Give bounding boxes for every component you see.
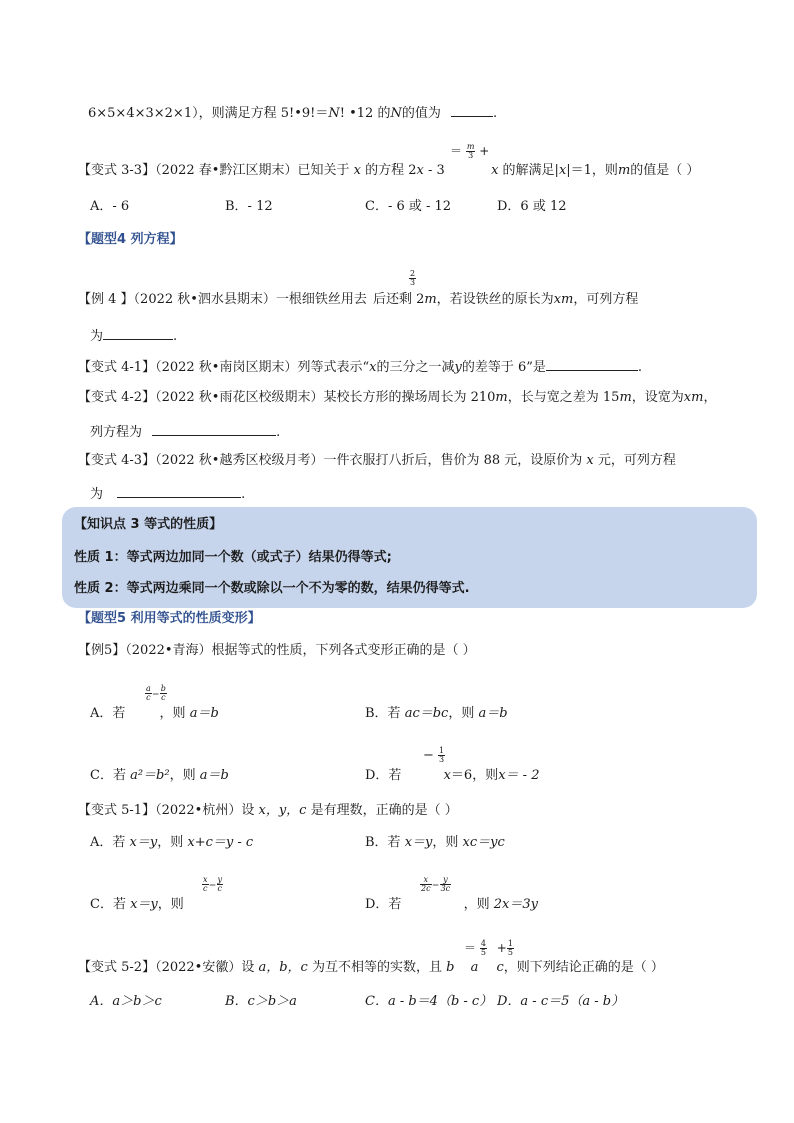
q52-frac-1 <box>480 940 487 957</box>
q51-d-f2-num: y <box>440 876 452 885</box>
q41-x: x <box>369 360 377 375</box>
var-n: N <box>328 106 340 121</box>
ex5-d-raised <box>423 747 445 764</box>
q42-text-b: ，长与宽之差为 15 <box>507 390 620 405</box>
q33-eq: ＝ <box>450 144 463 158</box>
q51-d-frac-2 <box>440 876 452 893</box>
knowledge-property-2: 性质 2：等式两边乘同一个数或除以一个不为零的数，结果仍得等式. <box>74 581 470 596</box>
q33-text-f: 的值是（ ） <box>630 163 700 178</box>
q33-text-d: 的解满足| <box>502 163 559 178</box>
q51-option-a[interactable] <box>90 835 253 851</box>
q33-option-d[interactable]: D．6 或 12 <box>497 199 567 214</box>
q42-text-c: ，设宽为 <box>631 390 684 405</box>
q52-f1-den: 5 <box>480 948 486 957</box>
q33-line <box>78 163 699 179</box>
q51-tag: 【变式 5-1】 <box>78 803 156 818</box>
q51-a-post: ，则 <box>157 835 184 850</box>
ex5-b-res: a＝b <box>478 706 508 721</box>
ex5-d-f-den: 3 <box>439 755 445 764</box>
ex5-a-frac-2 <box>160 685 167 702</box>
type5-heading: 【题型5 利用等式的性质变形】 <box>78 611 261 626</box>
q52-eq: ＝ <box>464 941 477 955</box>
ex5-d-mid: ＝6，则 <box>450 768 499 783</box>
ex4-frac-num: 2 <box>410 269 416 278</box>
ex4-xm: xm <box>553 292 574 307</box>
q51-b-pre: B．若 <box>365 835 401 850</box>
ex5-c-cond: a²＝b² <box>130 768 170 783</box>
q33-x4: x <box>558 163 567 178</box>
q52-text-b: 为互不相等的实数，且 <box>311 960 442 975</box>
q51-vars: x，y，c <box>258 803 307 818</box>
q43-text-a: （2022 秋•越秀区校级月考）一件衣服打八折后，售价为 88 元，设原价为 <box>155 453 583 468</box>
ex5-d-res: x＝ - 2 <box>498 768 540 783</box>
ex5-a-post: ，则 <box>159 706 186 721</box>
q52-line <box>78 960 664 976</box>
knowledge-property-1: 性质 1：等式两边加同一个数（或式子）结果仍得等式; <box>74 550 392 565</box>
q51-text-a: （2022•杭州）设 <box>155 803 255 818</box>
ex5-a-f2-num: b <box>160 684 166 693</box>
ex4-text-a: （2022 秋•泗水县期末）一根细铁丝用去 <box>133 292 367 307</box>
q33-tag: 【变式 3-3】 <box>78 163 156 178</box>
ex4-tag: 【例 4 】 <box>78 292 134 307</box>
q52-raised-expr <box>464 940 514 957</box>
q51-a-pre: A．若 <box>90 835 126 850</box>
ex5-option-b[interactable] <box>365 706 508 722</box>
q42-text-d: ， <box>703 390 717 405</box>
q52-option-c[interactable]: C．a - b＝4（b - c） <box>365 994 493 1009</box>
q42-line-2 <box>90 423 280 441</box>
ex5-a-f1-num: a <box>146 684 151 693</box>
ex5-a-fraction <box>145 685 167 702</box>
q51-b-cond: x＝y <box>404 835 433 850</box>
ex5-b-pre: B．若 <box>365 706 401 721</box>
q42-text-a: （2022 秋•雨花区校级期末）某校长方形的操场周长为 210 <box>155 390 496 405</box>
q33-option-b[interactable]: B．- 12 <box>225 199 273 214</box>
q41-text-c: 的差等于 6”是 <box>461 360 546 375</box>
q51-c-f2-num: y <box>217 875 223 884</box>
q51-text-b: 是有理数，正确的是（ ） <box>310 803 458 818</box>
q52-vars: a，b，c <box>258 960 308 975</box>
ex5-option-c[interactable] <box>90 768 229 784</box>
top-text-c: 的值为 <box>401 106 441 121</box>
q33-raised-expr <box>450 143 489 160</box>
ex4-text-b: 后还剩 2 <box>372 292 425 307</box>
q33-text-a: （2022 春•黔江区期末）已知关于 <box>155 163 350 178</box>
q41-text-b: 的三分之一减 <box>376 360 455 375</box>
q42-end: . <box>276 425 281 440</box>
q52-text-c: ，则下列结论正确的是（ ） <box>503 960 664 975</box>
q43-line <box>78 453 676 469</box>
q51-c-pre: C．若 <box>90 897 126 912</box>
top-text-a: 6×5×4×3×2×1），则满足方程 5!•9!＝ <box>88 106 329 121</box>
q33-text-b: 的方程 2 <box>365 163 417 178</box>
q33-x2: x <box>416 163 424 178</box>
q43-tag: 【变式 4-3】 <box>78 453 156 468</box>
q51-a-cond: x＝y <box>129 835 158 850</box>
q52-plus: + <box>496 941 507 955</box>
ex5-a-res: a＝b <box>189 706 219 721</box>
ex4-line-2 <box>90 327 177 345</box>
q33-text-e: |＝1，则 <box>566 163 618 178</box>
ex4-raised-frac <box>409 270 416 287</box>
q51-d-f2-den: 3c <box>440 884 451 893</box>
q51-d-eq: ＝ <box>431 881 440 890</box>
top-end: . <box>493 106 498 121</box>
q52-option-d[interactable]: D．a - c＝5（a - b） <box>497 994 625 1009</box>
q52-frac-2 <box>507 940 514 957</box>
ex5-a-eq: ＝ <box>151 690 160 699</box>
q51-c-frac-2 <box>217 876 224 893</box>
ex5-a-frac-1 <box>145 685 152 702</box>
q51-d-pre: D．若 <box>365 897 402 912</box>
q51-b-post: ，则 <box>432 835 459 850</box>
q51-d-fraction <box>420 876 451 893</box>
q43-x: x <box>586 453 594 468</box>
ex4-line <box>78 292 638 308</box>
q51-c-post: ，则 <box>157 897 184 912</box>
ex4-text-d: ，可列方程 <box>573 292 639 307</box>
q33-x1: x <box>353 163 361 178</box>
q42-line <box>78 390 716 406</box>
q33-text-c: - 3 <box>427 163 445 178</box>
ex5-b-cond: ac＝bc <box>404 706 449 721</box>
q52-option-b[interactable]: B．c＞b＞a <box>225 994 297 1009</box>
ex5-option-a[interactable] <box>90 706 219 722</box>
ex5-option-d[interactable] <box>365 768 539 784</box>
q52-b: b <box>446 960 455 975</box>
knowledge-title: 【知识点 3 等式的性质】 <box>74 517 223 532</box>
ex5-line <box>78 643 476 659</box>
q42-tag: 【变式 4-2】 <box>78 390 156 405</box>
q43-text-b: 元，可列方程 <box>597 453 676 468</box>
q41-tag: 【变式 4-1】 <box>78 360 156 375</box>
ex4-line2-text: 为 <box>90 329 104 344</box>
ex5-a-pre: A．若 <box>90 706 126 721</box>
q52-f2-den: 5 <box>507 948 513 957</box>
q42-answer-blank[interactable] <box>152 423 276 436</box>
q51-c-f2-den: c <box>217 884 223 893</box>
q51-option-c[interactable] <box>90 897 184 913</box>
q42-m2: m <box>619 390 632 405</box>
ex5-c-post: ，则 <box>169 768 196 783</box>
q52-c: c <box>496 960 504 975</box>
ex5-text: （2022•青海）根据等式的性质，下列各式变形正确的是（ ） <box>125 643 476 658</box>
q42-m1: m <box>495 390 508 405</box>
q51-line <box>78 803 458 819</box>
q33-frac-num: m <box>466 142 475 151</box>
ex5-a-f1-den: c <box>146 693 151 702</box>
q51-option-d[interactable] <box>365 897 538 913</box>
q52-text-a: （2022•安徽）设 <box>155 960 255 975</box>
q51-c-cond: x＝y <box>130 897 158 912</box>
ex5-tag: 【例5】 <box>78 643 126 658</box>
ex5-d-frac <box>438 747 445 764</box>
q52-option-a[interactable]: A．a＞b＞c <box>90 994 162 1009</box>
var-n-2: N <box>390 106 402 121</box>
q33-option-a[interactable]: A．- 6 <box>90 199 130 214</box>
q51-a-res: x+c＝y - c <box>187 835 254 850</box>
q41-end: . <box>637 360 643 375</box>
ex4-frac-den: 3 <box>410 278 416 287</box>
ex5-c-res: a＝b <box>199 768 229 783</box>
q51-c-f1-den: c <box>203 884 208 893</box>
ex5-c-pre: C．若 <box>90 768 126 783</box>
q33-plus: + <box>479 144 490 158</box>
q43-line2-text: 为 <box>90 487 104 502</box>
q51-c-fraction <box>202 876 223 893</box>
ex5-d-pre: D．若 <box>365 768 402 783</box>
q43-answer-blank[interactable] <box>117 485 241 498</box>
q51-d-post: ，则 <box>463 897 490 912</box>
top-text-b: ! •12 的 <box>339 106 391 121</box>
q52-f2-num: 1 <box>507 939 513 948</box>
ex5-d-x: x <box>443 768 451 783</box>
q51-option-b[interactable] <box>365 835 505 851</box>
ex4-text-c: ，若设铁丝的原长为 <box>436 292 554 307</box>
answer-blank[interactable] <box>451 104 493 117</box>
ex4-end: . <box>173 329 178 344</box>
q41-text-a: （2022 秋•南岗区期末）列等式表示“ <box>155 360 370 375</box>
q51-c-f1-num: x <box>203 875 208 884</box>
q41-line <box>78 358 642 376</box>
ex4-answer-blank[interactable] <box>103 327 173 340</box>
q42-line2-text: 列方程为 <box>90 425 143 440</box>
q51-d-frac-1 <box>420 876 432 893</box>
top-line <box>88 104 497 122</box>
ex5-b-post: ，则 <box>448 706 475 721</box>
q43-end: . <box>241 487 246 502</box>
q41-y: y <box>454 360 462 375</box>
q51-d-f1-den: 2c <box>421 884 431 893</box>
knowledge-box <box>62 507 757 608</box>
q52-a: a <box>470 960 479 975</box>
q42-xm: xm <box>683 390 704 405</box>
q51-d-res: 2x＝3y <box>493 897 538 912</box>
ex5-a-f2-den: c <box>161 693 166 702</box>
q51-c-eq: ＝ <box>208 881 217 890</box>
q52-f1-num: 4 <box>480 939 486 948</box>
type4-heading: 【题型4 列方程】 <box>78 232 183 247</box>
q33-option-c[interactable]: C．- 6 或 - 12 <box>365 199 452 214</box>
q33-frac <box>466 143 476 160</box>
ex4-frac <box>409 270 416 287</box>
ex4-m: m <box>424 292 437 307</box>
q33-x3: x <box>491 163 499 178</box>
ex5-d-minus: − <box>423 748 434 763</box>
q52-tag: 【变式 5-2】 <box>78 960 156 975</box>
q33-m: m <box>617 163 631 178</box>
q51-d-f1-num: x <box>420 876 432 885</box>
q43-line-2 <box>90 485 245 503</box>
ex5-d-f-num: 1 <box>439 746 445 755</box>
q41-answer-blank[interactable] <box>546 358 638 371</box>
q51-b-res: xc＝yc <box>462 835 505 850</box>
q33-frac-den: 3 <box>468 151 474 160</box>
